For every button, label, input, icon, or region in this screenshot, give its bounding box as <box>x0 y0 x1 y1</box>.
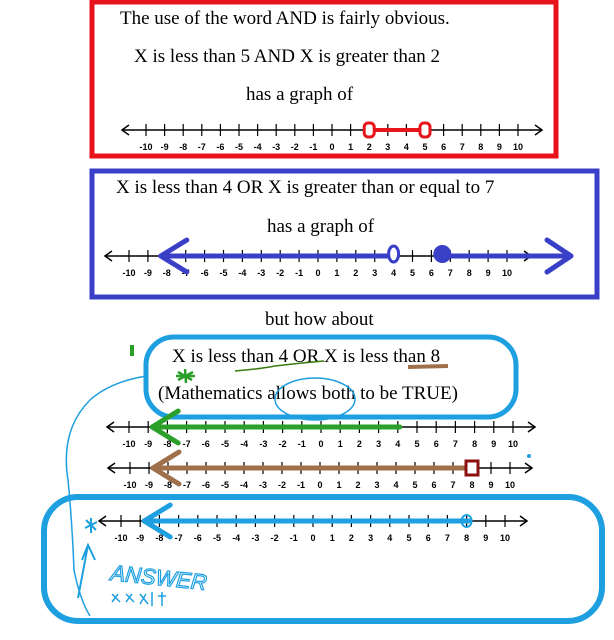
tick-label: -1 <box>295 268 304 278</box>
tick-label: -8 <box>163 439 172 449</box>
tick-label: -5 <box>212 533 222 543</box>
box1-line2: X is less than 5 AND X is greater than 2 <box>134 46 441 67</box>
tick-label: 8 <box>478 142 484 152</box>
tick-label: -8 <box>179 142 188 152</box>
tick-label: -7 <box>181 268 190 278</box>
tick-label: 6 <box>441 142 447 152</box>
tick-label: 6 <box>433 439 439 449</box>
tick-label: 4 <box>403 142 409 152</box>
tick-label: 1 <box>337 439 343 449</box>
answer-arrow <box>78 545 95 598</box>
tick-label: -10 <box>122 439 136 449</box>
tick-label: 3 <box>376 439 382 449</box>
box2-line1: X is less than 4 OR X is greater than or equal to 7 <box>116 177 495 198</box>
tick-label: -7 <box>174 533 183 543</box>
tick-label: -5 <box>219 268 228 278</box>
tick-label: 10 <box>512 142 524 152</box>
tick-label: -2 <box>290 142 299 152</box>
tick-label: -9 <box>144 480 154 490</box>
tick-label: 7 <box>450 480 456 490</box>
tick-label: 7 <box>459 142 465 152</box>
tick-label: 7 <box>452 439 458 449</box>
numberline-and <box>122 123 542 152</box>
tick-label: 5 <box>412 480 418 490</box>
tick-label: -5 <box>234 142 244 152</box>
tick-label: -9 <box>160 142 169 152</box>
tick-label: 8 <box>472 439 478 449</box>
tick-label: 5 <box>414 439 420 449</box>
tick-label: 4 <box>387 533 393 543</box>
tick-label: -4 <box>238 268 247 278</box>
tick-label: -9 <box>143 268 152 278</box>
tick-label: 10 <box>501 268 513 278</box>
section3-line1: X is less than 4 OR X is less than 8 <box>172 346 441 367</box>
tick-label: -4 <box>240 439 249 449</box>
tick-label: 3 <box>374 480 380 490</box>
tick-label: -1 <box>309 142 318 152</box>
tick-label: 5 <box>422 142 428 152</box>
tick-label: -10 <box>139 142 153 152</box>
numberline-less-than-8 <box>108 452 532 490</box>
tick-label: -10 <box>122 268 136 278</box>
tick-label: -3 <box>251 533 260 543</box>
tick-label: 0 <box>318 439 324 449</box>
tick-label: -4 <box>239 480 249 490</box>
tick-label: -9 <box>136 533 145 543</box>
tick-label: -6 <box>200 268 209 278</box>
tick-label: 1 <box>334 268 340 278</box>
answer-box <box>44 497 602 621</box>
tick-label: 10 <box>504 480 516 490</box>
tick-label: -1 <box>289 533 298 543</box>
tick-label: -3 <box>259 439 268 449</box>
tick-label: -1 <box>297 439 306 449</box>
tick-label: -1 <box>296 480 306 490</box>
tick-label: 2 <box>366 142 372 152</box>
numberline-answer <box>99 505 527 543</box>
tick-label: 7 <box>444 533 450 543</box>
tick-label: 6 <box>425 533 431 543</box>
box2-line2: has a graph of <box>267 216 375 237</box>
tick-label: 3 <box>372 268 378 278</box>
tick-label: -6 <box>201 480 211 490</box>
tick-label: 1 <box>336 480 342 490</box>
tick-label: -9 <box>144 439 153 449</box>
tick-label: 10 <box>507 439 519 449</box>
tick-label: 9 <box>496 142 502 152</box>
tick-label: -10 <box>123 480 137 490</box>
open-endpoint <box>389 246 399 262</box>
open-endpoint <box>466 461 478 475</box>
section3-line2: (Mathematics allows both to be TRUE) <box>158 383 458 404</box>
tick-label: 10 <box>499 533 511 543</box>
tick-label: 4 <box>393 480 399 490</box>
tick-label: -7 <box>197 142 206 152</box>
box1-line3: has a graph of <box>246 84 354 105</box>
tick-label: -5 <box>220 480 230 490</box>
underline-less-than-8 <box>408 366 448 367</box>
tick-label: -10 <box>114 533 128 543</box>
closed-endpoint <box>433 245 451 263</box>
tick-label: -6 <box>193 533 202 543</box>
tick-label: -3 <box>272 142 281 152</box>
tick-label: 8 <box>466 268 472 278</box>
numberline-or <box>105 240 571 278</box>
tick-label: -2 <box>276 268 285 278</box>
open-endpoint <box>420 123 430 137</box>
tick-label: -2 <box>277 480 287 490</box>
tick-label: 9 <box>483 533 489 543</box>
box1-line1: The use of the word AND is fairly obvious. <box>120 8 450 29</box>
tick-label: 2 <box>348 533 354 543</box>
tick-label: -7 <box>182 480 192 490</box>
tick-label: -3 <box>258 480 268 490</box>
tick-label: -2 <box>270 533 279 543</box>
tick-label: 7 <box>447 268 453 278</box>
tick-label: 2 <box>356 439 362 449</box>
dot-mark <box>527 454 531 458</box>
tick-label: 8 <box>469 480 475 490</box>
tick-label: 3 <box>368 533 374 543</box>
tick-label: 0 <box>317 480 323 490</box>
tick-label: 3 <box>385 142 391 152</box>
tick-label: -7 <box>182 439 191 449</box>
tick-label: 6 <box>428 268 434 278</box>
tick-label: -8 <box>155 533 164 543</box>
tick-label: -8 <box>162 268 171 278</box>
tick-label: 9 <box>491 439 497 449</box>
answer-scribble <box>112 592 166 606</box>
tick-label: 5 <box>409 268 416 278</box>
tick-label: -3 <box>257 268 266 278</box>
tick-label: 5 <box>406 533 412 543</box>
tick-label: 0 <box>329 142 335 152</box>
green-asterisk <box>176 369 195 383</box>
tick-label: 1 <box>329 533 335 543</box>
tick-label: -4 <box>253 142 262 152</box>
tick-label: -4 <box>232 533 241 543</box>
tick-label: 6 <box>431 480 437 490</box>
tick-label: 4 <box>395 439 401 449</box>
answer-asterisk <box>85 518 97 533</box>
tick-label: -6 <box>201 439 210 449</box>
tick-label: -5 <box>220 439 230 449</box>
tick-label: 4 <box>391 268 397 278</box>
tick-label: 2 <box>355 480 361 490</box>
tick-label: 2 <box>353 268 359 278</box>
tick-label: 0 <box>310 533 316 543</box>
tick-label: -2 <box>278 439 287 449</box>
section3-lead: but how about <box>265 309 374 330</box>
tick-label: -8 <box>163 480 173 490</box>
tick-label: 9 <box>488 480 494 490</box>
open-endpoint <box>364 123 374 137</box>
tick-label: 9 <box>485 268 491 278</box>
tick-label: 0 <box>315 268 321 278</box>
tick-label: 8 <box>464 533 470 543</box>
tick-label: 1 <box>348 142 354 152</box>
answer-label: ANSWER <box>109 560 209 596</box>
tick-label: -6 <box>216 142 225 152</box>
